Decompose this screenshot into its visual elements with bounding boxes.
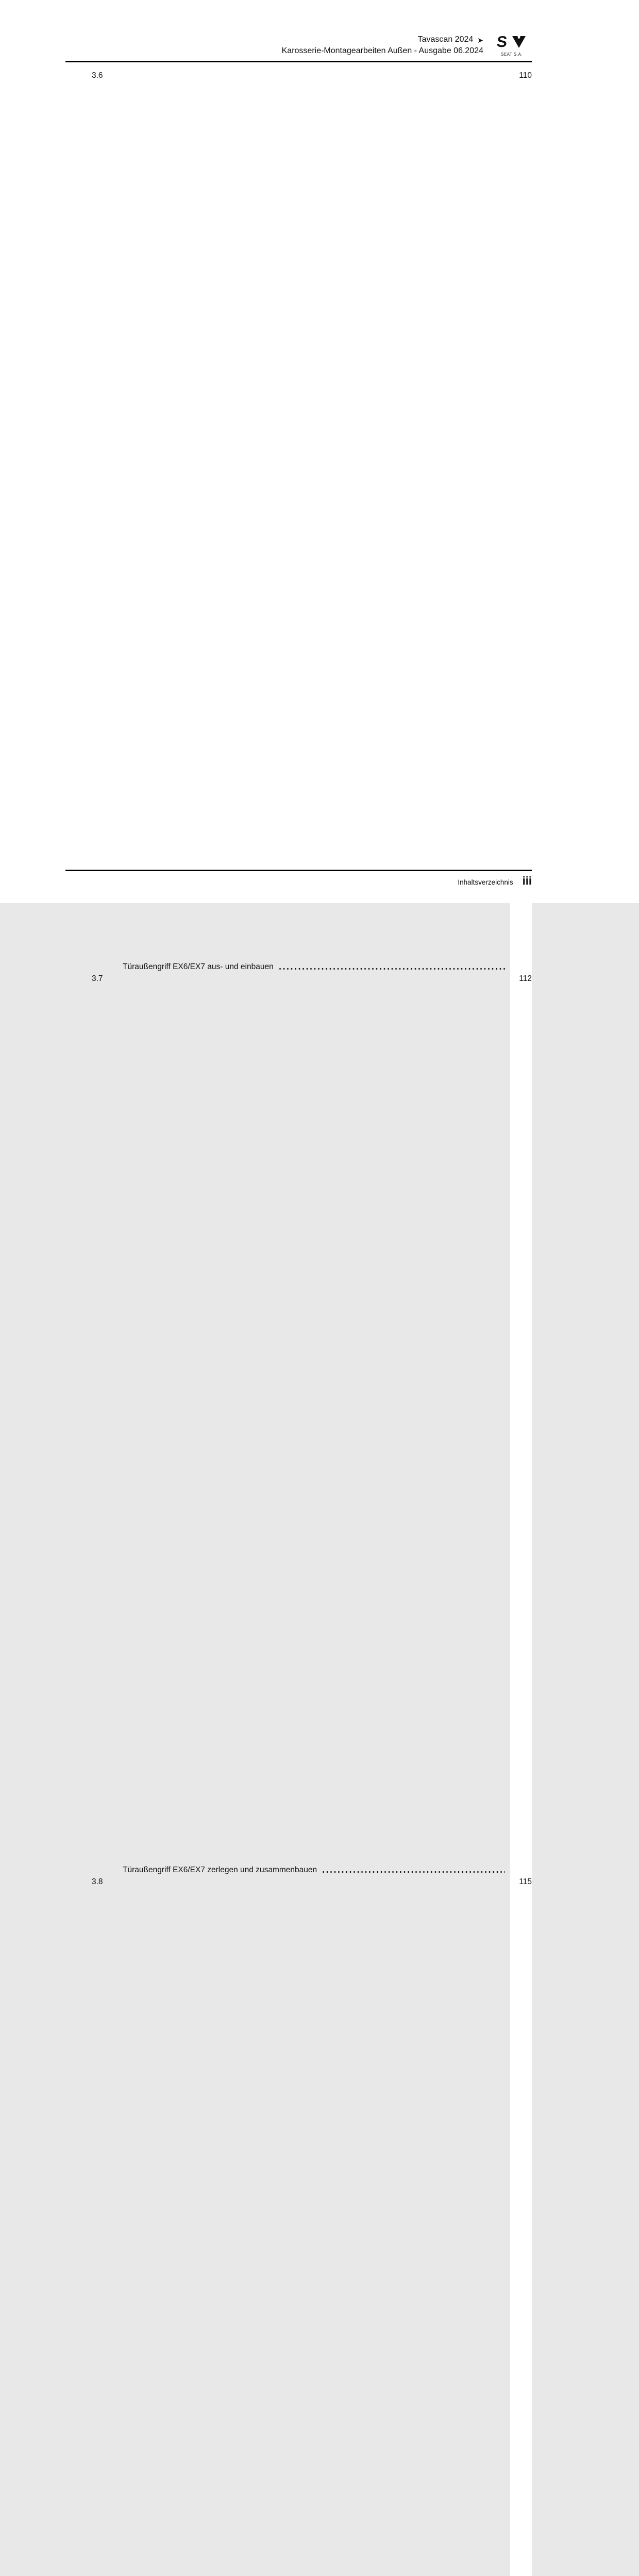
toc-entry-title: Türaußengriff EX6/EX7 zerlegen und zusammenbauen — [123, 1865, 317, 1874]
tavascan-emblem-icon — [511, 34, 527, 49]
toc-entry-row[interactable] — [65, 1876, 532, 2576]
brand-name: SEAT S.A. — [501, 52, 523, 57]
brand-logo-block — [492, 34, 532, 57]
toc-page-number: 112 — [510, 973, 532, 1876]
footer-section-label: Inhaltsverzeichnis — [458, 878, 513, 886]
toc-entry-row[interactable] — [65, 973, 532, 1876]
seat-s-logo-icon: S — [496, 33, 508, 50]
toc-entry-row[interactable] — [65, 70, 532, 973]
toc-entry-number: 3.6 — [92, 71, 103, 80]
dot-leader — [322, 973, 505, 1876]
dot-leader — [236, 1876, 505, 2576]
header-rule — [65, 61, 532, 62]
document-subtitle: Karosserie-Montagearbeiten Außen - Ausgabe 06.2024 — [281, 46, 483, 55]
footer-page-number: iii — [522, 874, 532, 887]
toc-page-number: 110 — [510, 70, 532, 973]
toc-list — [65, 70, 532, 2576]
page-header — [65, 34, 532, 62]
continuation-arrow-icon: ➤ — [477, 36, 483, 44]
dot-leader — [278, 70, 505, 973]
toc-entry-number: 3.8 — [92, 1877, 103, 1886]
footer-rule — [65, 870, 532, 871]
toc-entry-number: 3.7 — [92, 974, 103, 983]
toc-entry-title: Türaußengriff EX6/EX7 aus- und einbauen — [123, 962, 274, 971]
header-text — [282, 34, 483, 57]
model-title: Tavascan 2024 — [417, 35, 474, 44]
toc-page-number: 115 — [510, 1876, 532, 2576]
page-footer — [65, 870, 532, 888]
